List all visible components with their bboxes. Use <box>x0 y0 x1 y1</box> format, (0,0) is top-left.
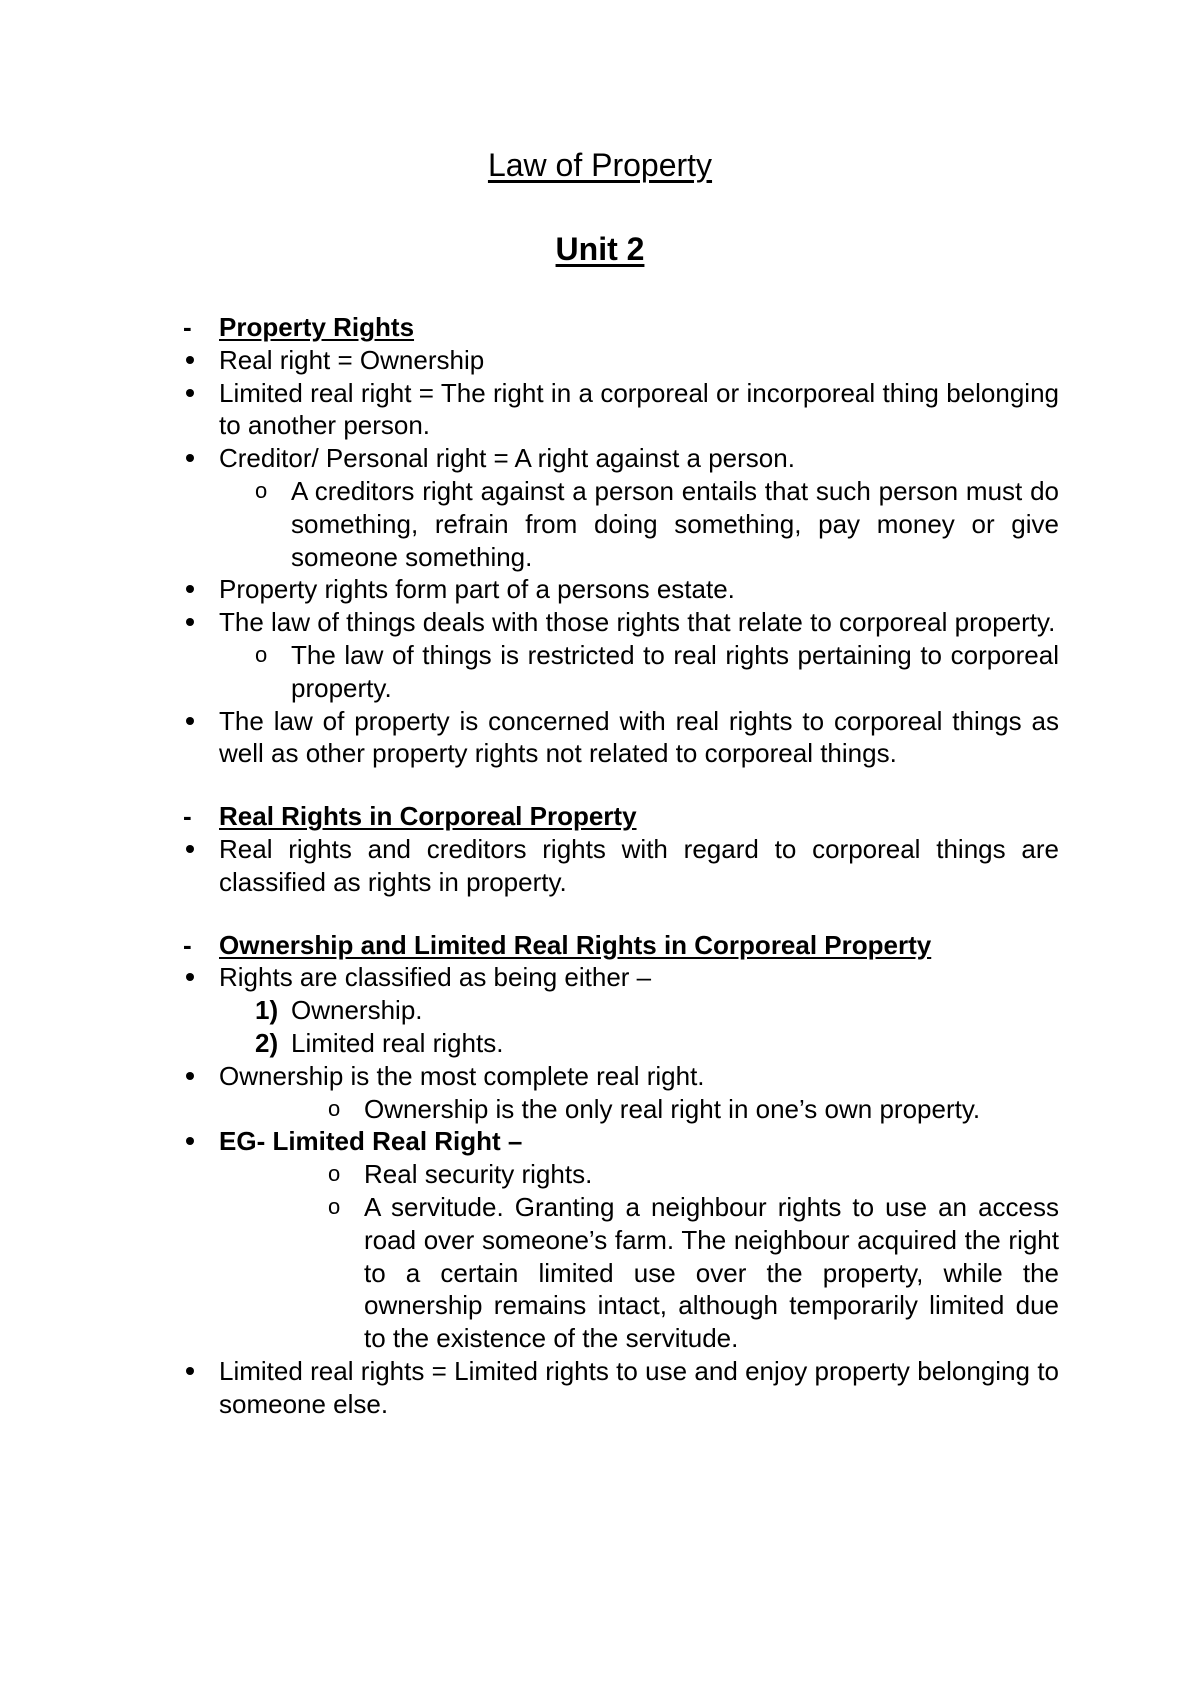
list-item <box>219 1060 1059 1093</box>
document-title: Law of Property <box>487 147 713 183</box>
list-item <box>219 705 1059 771</box>
dash-marker: - <box>183 312 192 342</box>
number-marker: 1) <box>255 995 279 1026</box>
section-spacer <box>219 899 1059 929</box>
bullet-icon <box>186 1367 194 1375</box>
sub-bullet-marker: o <box>255 477 268 503</box>
sub-list-item <box>328 1158 1059 1191</box>
list-item <box>219 344 1059 377</box>
sub-list-item-text: Real security rights. <box>364 1159 593 1190</box>
list-item-text: The law of property is concerned with real rights to corporeal things as well as other property rights not related to corporeal things. <box>219 705 1059 769</box>
bullet-icon <box>186 454 194 462</box>
list-item-text: Creditor/ Personal right = A right against a person. <box>219 443 795 474</box>
dash-marker: - <box>183 801 192 832</box>
list-item <box>219 1355 1059 1421</box>
sub-list-item-text: The law of things is restricted to real rights pertaining to corporeal property. <box>291 639 1059 703</box>
list-item-text: EG- Limited Real Right – <box>219 1126 523 1157</box>
number-marker: 2) <box>255 1027 279 1058</box>
sub-list-item <box>255 639 1059 705</box>
list-item-text: Real right = Ownership <box>219 344 485 375</box>
numbered-item <box>255 1027 1059 1060</box>
bullet-icon <box>186 717 194 725</box>
numbered-item-text: Limited real rights. <box>291 1027 504 1058</box>
bullet-icon <box>186 389 194 397</box>
list-item-text: Ownership is the most complete real right. <box>219 1060 705 1091</box>
bullet-icon <box>186 356 194 364</box>
document-body <box>183 311 1059 1421</box>
list-item <box>219 1125 1059 1158</box>
section-heading-text: Ownership and Limited Real Rights in Corporeal Property <box>219 929 932 960</box>
section-heading <box>183 311 1059 344</box>
sub-list-item-text: A creditors right against a person entails that such person must do something, refrain from doing something, pay money or give someone something. <box>291 475 1059 572</box>
list-item-text: Real rights and creditors rights with regard to corporeal things are classified as rights in property. <box>219 833 1059 897</box>
bullet-icon <box>186 618 194 626</box>
sub-bullet-marker: o <box>328 1095 341 1121</box>
sub-bullet-marker: o <box>328 1161 341 1187</box>
section-heading-text: Real Rights in Corporeal Property <box>219 801 637 832</box>
document-subtitle: Unit 2 <box>555 231 645 267</box>
numbered-item <box>255 994 1059 1027</box>
dash-marker: - <box>183 929 192 960</box>
bullet-icon <box>186 1072 194 1080</box>
list-item <box>219 833 1059 899</box>
bullet-icon <box>186 845 194 853</box>
list-item-text: Property rights form part of a persons estate. <box>219 574 735 605</box>
list-item <box>219 573 1059 606</box>
sub-list-item <box>328 1191 1059 1355</box>
list-item-text: The law of things deals with those rights that relate to corporeal property. <box>219 607 1056 638</box>
numbered-item-text: Ownership. <box>291 995 423 1026</box>
list-item-text: Rights are classified as being either – <box>219 962 652 993</box>
sub-bullet-marker: o <box>328 1193 341 1219</box>
list-item <box>219 961 1059 994</box>
section-spacer <box>219 770 1059 800</box>
bullet-icon <box>186 585 194 593</box>
section-heading <box>183 929 1059 962</box>
list-item <box>219 377 1059 443</box>
list-item <box>219 442 1059 475</box>
sub-bullet-marker: o <box>255 641 268 667</box>
bullet-icon <box>186 1137 194 1145</box>
section-heading <box>183 800 1059 833</box>
section-heading-text: Property Rights <box>219 312 415 342</box>
list-item-text: Limited real right = The right in a corporeal or incorporeal thing belonging to another person. <box>219 377 1059 441</box>
list-item-text: Limited real rights = Limited rights to use and enjoy property belonging to someone else. <box>219 1355 1059 1419</box>
sub-list-item-text: A servitude. Granting a neighbour rights to use an access road over someone’s farm. The neighbour acquired the right to a certain limited use over the property, while the ownership remains intact, although temporarily limited due to the existence of the servitude. <box>364 1191 1059 1354</box>
bullet-icon <box>186 973 194 981</box>
list-item <box>219 606 1059 639</box>
sub-list-item-text: Ownership is the only real right in one’s own property. <box>364 1093 981 1124</box>
sub-list-item <box>328 1093 1059 1126</box>
sub-list-item <box>255 475 1059 573</box>
